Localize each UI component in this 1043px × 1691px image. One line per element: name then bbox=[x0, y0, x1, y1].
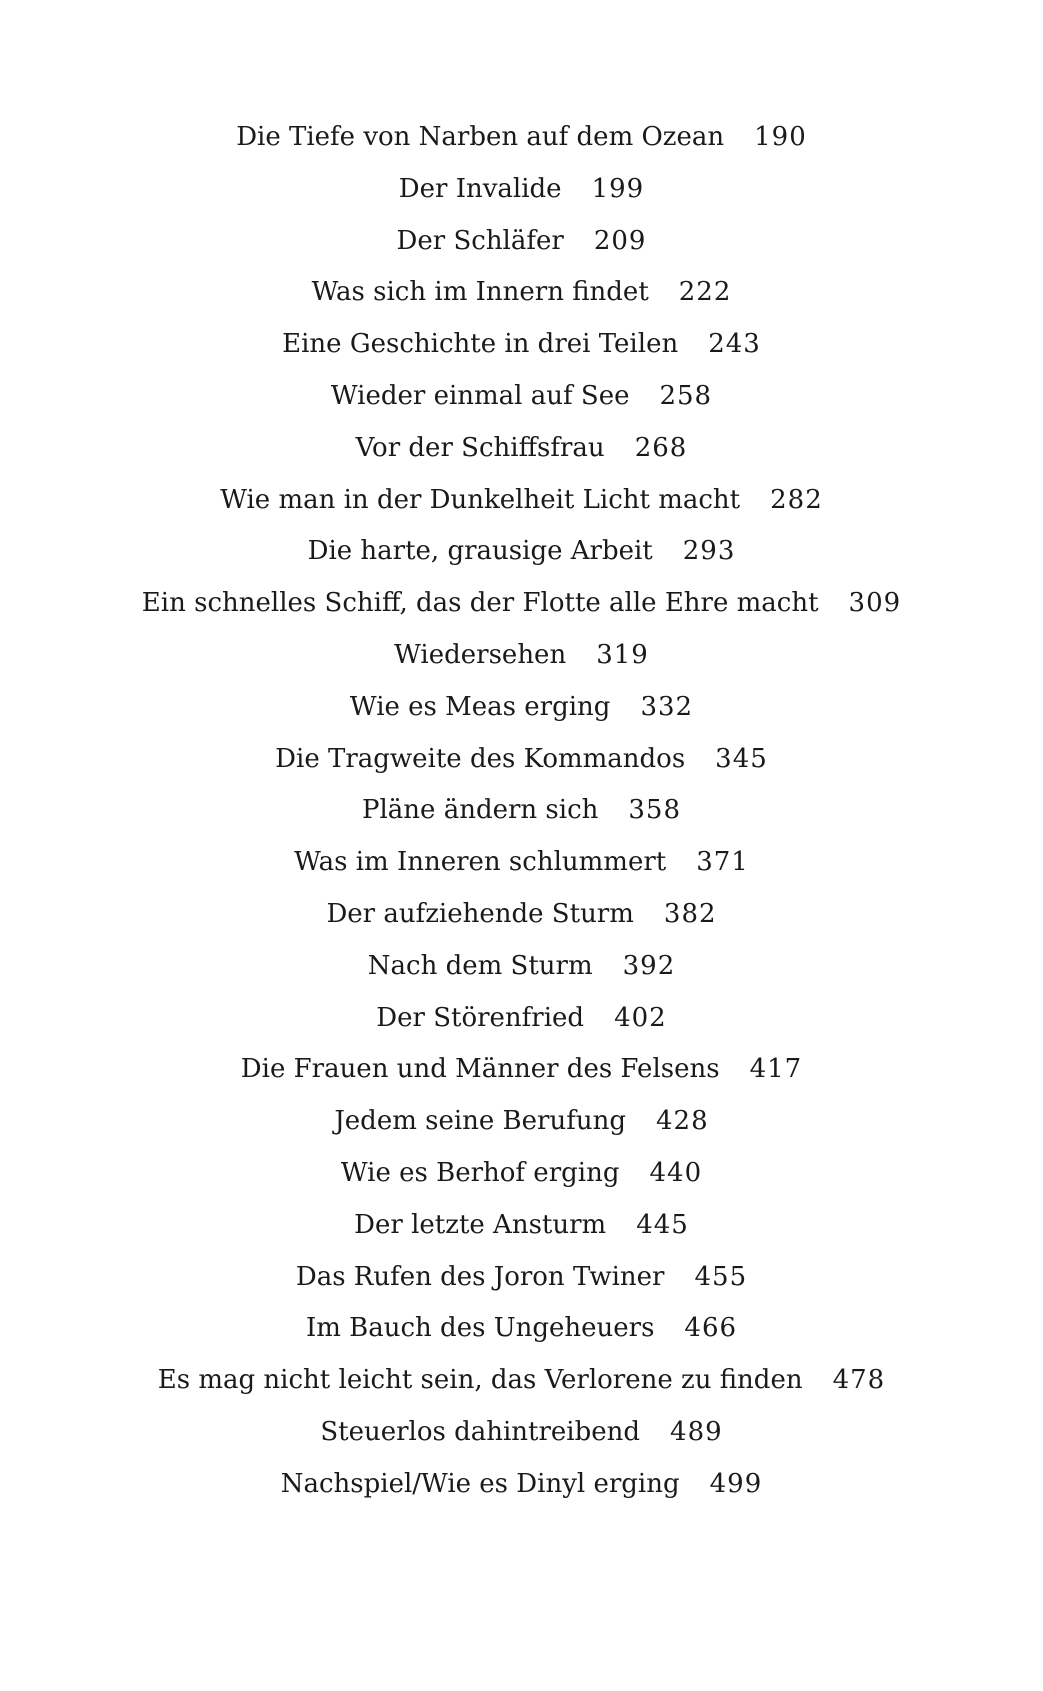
toc-entry bbox=[0, 889, 1043, 941]
toc-entry-page: 199 bbox=[591, 173, 645, 204]
toc-entry-title: Die Tragweite des Kommandos bbox=[275, 743, 686, 774]
toc-entry-page: 209 bbox=[593, 225, 647, 256]
toc-entry-title: Die Frauen und Männer des Felsens bbox=[240, 1054, 720, 1085]
toc-entry-page: 466 bbox=[684, 1313, 738, 1344]
toc-entry-title: Wie man in der Dunkelheit Licht macht bbox=[220, 484, 741, 515]
toc-entry bbox=[0, 1407, 1043, 1459]
toc-entry-title: Vor der Schiffsfrau bbox=[355, 432, 605, 463]
toc-entry-page: 455 bbox=[694, 1261, 748, 1292]
toc-entry-page: 478 bbox=[832, 1365, 886, 1396]
toc-entry-page: 371 bbox=[696, 847, 749, 878]
toc-entry-title: Was sich im Innern findet bbox=[311, 277, 649, 308]
toc-entry-page: 345 bbox=[715, 743, 768, 774]
toc-entry bbox=[0, 319, 1043, 371]
toc-entry-title: Jedem seine Berufung bbox=[334, 1106, 626, 1137]
toc-entry bbox=[0, 734, 1043, 786]
toc-entry-page: 319 bbox=[596, 639, 649, 670]
toc-entry bbox=[0, 941, 1043, 993]
toc-entry-title: Wieder einmal auf See bbox=[330, 380, 630, 411]
table-of-contents bbox=[0, 112, 1043, 1511]
toc-entry bbox=[0, 682, 1043, 734]
toc-entry-page: 258 bbox=[659, 380, 713, 411]
toc-entry bbox=[0, 164, 1043, 216]
toc-entry bbox=[0, 112, 1043, 164]
toc-entry bbox=[0, 837, 1043, 889]
toc-entry-page: 489 bbox=[670, 1416, 723, 1447]
toc-entry-title: Wiedersehen bbox=[394, 639, 567, 670]
toc-entry-title: Im Bauch des Ungeheuers bbox=[305, 1313, 655, 1344]
toc-entry-title: Wie es Berhof erging bbox=[340, 1157, 620, 1188]
toc-entry-page: 382 bbox=[663, 898, 717, 929]
toc-entry-page: 332 bbox=[640, 691, 694, 722]
toc-entry-page: 190 bbox=[754, 122, 807, 152]
toc-entry-title: Ein schnelles Schiff, das der Flotte alle Ehre macht bbox=[141, 588, 819, 619]
toc-entry-title: Der letzte Ansturm bbox=[354, 1209, 607, 1240]
toc-entry-title: Der Invalide bbox=[398, 173, 562, 204]
toc-entry-title: Steuerlos dahintreibend bbox=[320, 1416, 641, 1447]
toc-entry bbox=[0, 216, 1043, 268]
toc-entry-page: 293 bbox=[682, 536, 736, 567]
toc-entry bbox=[0, 475, 1043, 527]
toc-entry-page: 309 bbox=[848, 588, 902, 619]
toc-entry bbox=[0, 1303, 1043, 1355]
toc-entry-page: 222 bbox=[678, 277, 732, 308]
toc-entry bbox=[0, 1044, 1043, 1096]
toc-entry-title: Eine Geschichte in drei Teilen bbox=[282, 329, 679, 360]
toc-entry-page: 445 bbox=[636, 1209, 689, 1240]
toc-entry-page: 417 bbox=[749, 1054, 803, 1085]
toc-entry bbox=[0, 1355, 1043, 1407]
toc-entry-page: 392 bbox=[622, 950, 676, 981]
toc-entry bbox=[0, 785, 1043, 837]
toc-entry-page: 358 bbox=[628, 795, 682, 826]
toc-entry bbox=[0, 1459, 1043, 1511]
toc-entry bbox=[0, 1200, 1043, 1252]
toc-entry-title: Die Tiefe von Narben auf dem Ozean bbox=[236, 122, 725, 152]
toc-entry bbox=[0, 578, 1043, 630]
toc-entry bbox=[0, 526, 1043, 578]
toc-entry-title: Nach dem Sturm bbox=[367, 950, 593, 981]
toc-entry bbox=[0, 371, 1043, 423]
toc-entry-page: 499 bbox=[709, 1468, 763, 1499]
toc-entry-page: 243 bbox=[708, 329, 761, 360]
toc-entry-title: Pläne ändern sich bbox=[361, 795, 599, 826]
toc-entry bbox=[0, 1252, 1043, 1304]
toc-entry bbox=[0, 267, 1043, 319]
toc-entry bbox=[0, 1096, 1043, 1148]
toc-entry-title: Nachspiel/Wie es Dinyl erging bbox=[280, 1468, 680, 1499]
toc-entry-title: Was im Inneren schlummert bbox=[294, 847, 667, 878]
toc-entry-title: Wie es Meas erging bbox=[349, 691, 611, 722]
toc-entry bbox=[0, 423, 1043, 475]
toc-entry-page: 428 bbox=[655, 1106, 709, 1137]
toc-entry-title: Das Rufen des Joron Twiner bbox=[295, 1261, 665, 1292]
toc-entry bbox=[0, 630, 1043, 682]
toc-entry-page: 440 bbox=[649, 1157, 703, 1188]
toc-entry-page: 282 bbox=[770, 484, 823, 515]
toc-entry-title: Die harte, grausige Arbeit bbox=[307, 536, 653, 567]
toc-entry-title: Es mag nicht leicht sein, das Verlorene zu finden bbox=[157, 1365, 803, 1396]
toc-entry-title: Der Schläfer bbox=[396, 225, 564, 256]
toc-entry-page: 268 bbox=[634, 432, 688, 463]
toc-entry bbox=[0, 1148, 1043, 1200]
toc-entry-title: Der Störenfried bbox=[376, 1002, 585, 1033]
toc-entry-title: Der aufziehende Sturm bbox=[326, 898, 634, 929]
toc-entry-page: 402 bbox=[614, 1002, 667, 1033]
toc-entry bbox=[0, 993, 1043, 1045]
